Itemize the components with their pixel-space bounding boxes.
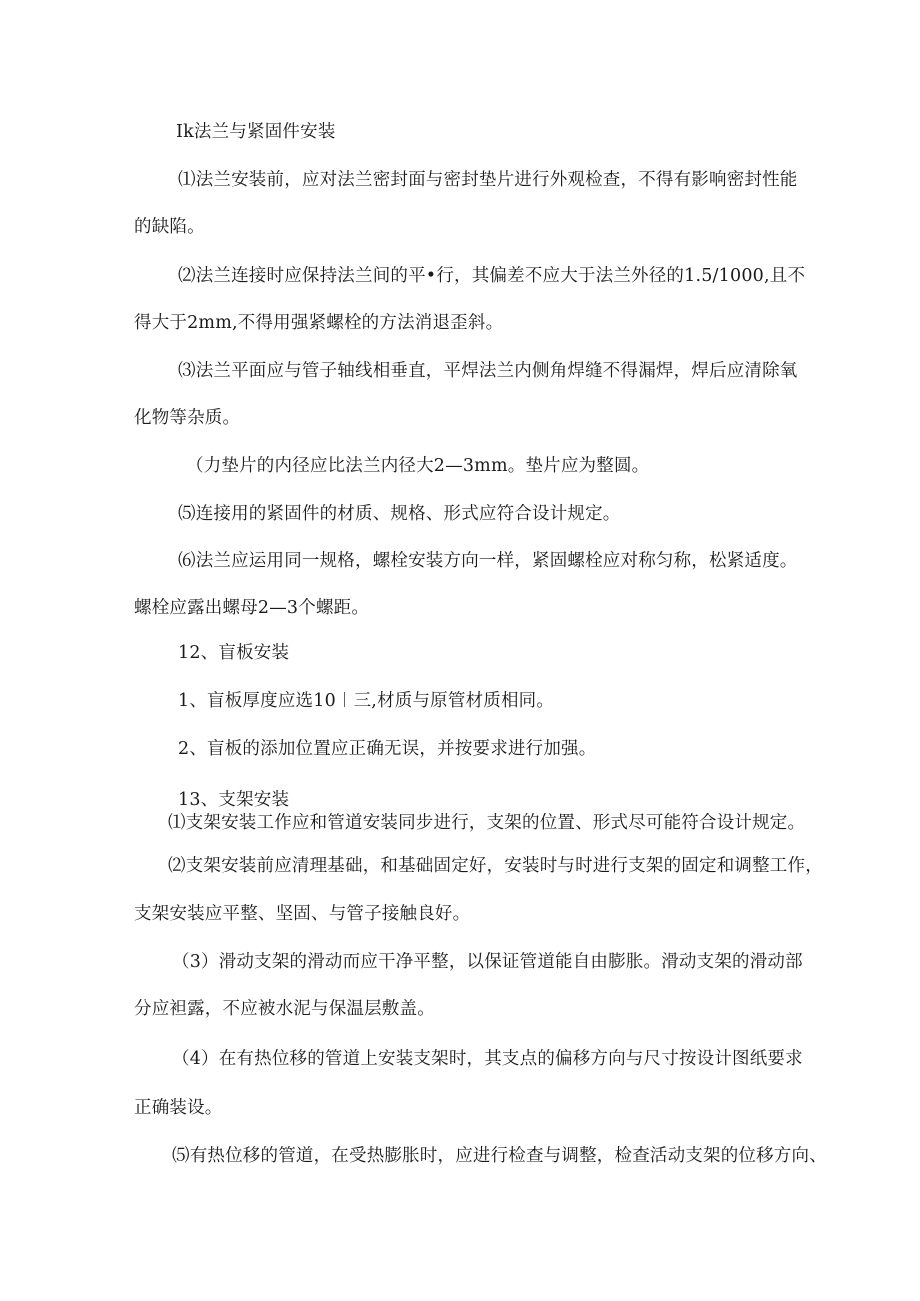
paragraph-line: ⑸有热位移的管道，在受热膨胀时，应进行检查与调整，检查活动支架的位移方向、 [172,1146,827,1166]
section-heading-flange: Ik法兰与紧固件安装 [176,122,336,142]
paragraph-line: （4）在有热位移的管道上安装支架时，其支点的偏移方向与尺寸按设计图纸要求 [172,1049,803,1069]
paragraph-line: ⑴法兰安装前，应对法兰密封面与密封垫片进行外观检查，不得有影响密封性能 [178,170,798,190]
paragraph-line: ⑵法兰连接时应保持法兰间的平•行，其偏差不应大于法兰外径的1.5/1000,且不 [178,266,806,286]
paragraph-line: ⑹法兰应运用同一规格，螺栓安装方向一样，紧固螺栓应对称匀称，松紧适度。 [178,551,798,571]
paragraph-line: 1、盲板厚度应选10︱三,材质与原管材质相同。 [178,691,555,711]
paragraph-line: 分应袒露，不应被水泥与保温层敷盖。 [134,999,435,1019]
paragraph-line: ⑶法兰平面应与管子轴线相垂直，平焊法兰内侧角焊缝不得漏焊，焊后应清除氧 [178,361,798,381]
paragraph-line: ⑵支架安装前应清理基础，和基础固定好，安装时与时进行支架的固定和调整工作， [168,856,823,876]
paragraph-line: 化物等杂质。 [134,408,241,428]
paragraph-line: （3）滑动支架的滑动而应干净平整，以保证管道能自由膨胀。滑动支架的滑动部 [172,952,803,972]
paragraph-line: 螺栓应露出螺母2—3个螺距。 [134,598,370,618]
paragraph-line: ⑴支架安装工作应和管道安装同步进行，支架的位置、形式尽可能符合设计规定。 [168,813,806,833]
paragraph-line: 正确装设。 [134,1098,223,1118]
paragraph-line: 支架安装应平整、坚固、与管子接触良好。 [134,904,471,924]
paragraph-line: 得大于2mm,不得用强紧螺栓的方法消退歪斜。 [134,313,504,333]
section-heading-blind-plate: 12、盲板安装 [178,643,290,663]
paragraph-line: 的缺陷。 [134,217,205,237]
paragraph-line: （力垫片的内径应比法兰内径大2—3mm。垫片应为整圆。 [186,456,650,476]
section-heading-support: 13、支架安装 [178,790,290,810]
paragraph-line: ⑸连接用的紧固件的材质、规格、形式应符合设计规定。 [178,504,621,524]
paragraph-line: 2、盲板的添加位置应正确无误，并按要求进行加强。 [178,739,597,759]
